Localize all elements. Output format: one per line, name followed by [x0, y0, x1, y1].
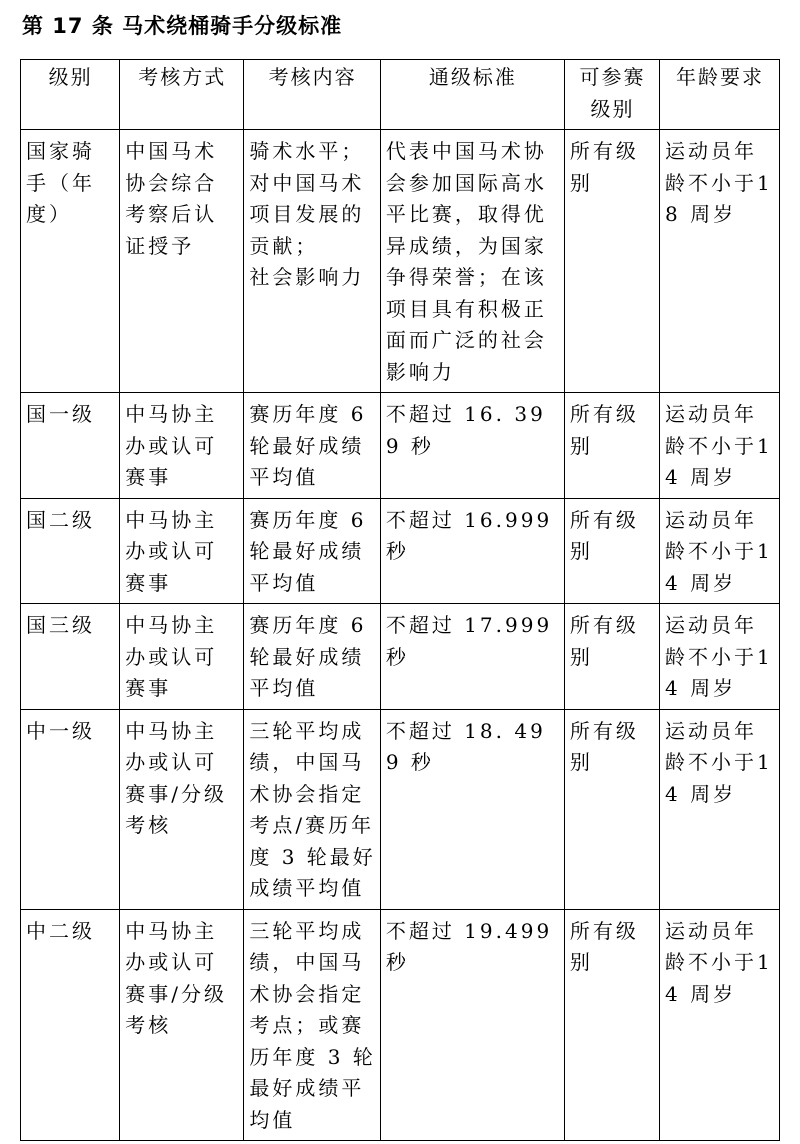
cell-method: 中马协主办或认可赛事	[120, 498, 244, 604]
cell-content: 赛历年度 6 轮最好成绩平均值	[244, 393, 380, 499]
cell-standard: 不超过 16.999 秒	[380, 498, 564, 604]
cell-method: 中国马术协会综合考察后认证授予	[120, 130, 244, 393]
header-method: 考核方式	[120, 60, 244, 130]
table-row	[21, 909, 780, 1141]
cell-eligible: 所有级别	[564, 909, 659, 1141]
cell-eligible: 所有级别	[564, 393, 659, 499]
cell-level: 国家骑手（年度）	[21, 130, 120, 393]
cell-standard: 不超过 16. 399 秒	[380, 393, 564, 499]
cell-method: 中马协主办或认可赛事	[120, 393, 244, 499]
table-header-row	[21, 60, 780, 130]
cell-standard: 不超过 19.499 秒	[380, 909, 564, 1141]
cell-level: 国二级	[21, 498, 120, 604]
cell-method: 中马协主办或认可赛事/分级考核	[120, 709, 244, 909]
cell-standard: 不超过 18. 499 秒	[380, 709, 564, 909]
cell-age: 运动员年龄不小于14 周岁	[660, 393, 780, 499]
cell-level: 中一级	[21, 709, 120, 909]
header-age: 年龄要求	[660, 60, 780, 130]
article-heading: 第 17 条 马术绕桶骑手分级标准	[22, 14, 343, 38]
cell-standard: 不超过 17.999 秒	[380, 604, 564, 710]
header-content: 考核内容	[244, 60, 380, 130]
rider-grading-table	[20, 59, 780, 1141]
table-row	[21, 709, 780, 909]
cell-content: 赛历年度 6 轮最好成绩平均值	[244, 604, 380, 710]
cell-age: 运动员年龄不小于14 周岁	[660, 604, 780, 710]
table-row	[21, 393, 780, 499]
table-row	[21, 604, 780, 710]
cell-age: 运动员年龄不小于14 周岁	[660, 709, 780, 909]
cell-content: 骑术水平； 对中国马术项目发展的贡献； 社会影响力	[244, 130, 380, 393]
cell-standard: 代表中国马术协会参加国际高水平比赛，取得优异成绩，为国家争得荣誉；在该项目具有积极正面而广泛的社会影响力	[380, 130, 564, 393]
cell-eligible: 所有级别	[564, 709, 659, 909]
cell-age: 运动员年龄不小于14 周岁	[660, 909, 780, 1141]
cell-level: 中二级	[21, 909, 120, 1141]
cell-eligible: 所有级别	[564, 604, 659, 710]
header-eligible-level: 可参赛级别	[564, 60, 659, 130]
cell-content: 赛历年度 6 轮最好成绩平均值	[244, 498, 380, 604]
table-row	[21, 498, 780, 604]
cell-eligible: 所有级别	[564, 130, 659, 393]
cell-age: 运动员年龄不小于14 周岁	[660, 498, 780, 604]
cell-age: 运动员年龄不小于18 周岁	[660, 130, 780, 393]
cell-level: 国三级	[21, 604, 120, 710]
cell-eligible: 所有级别	[564, 498, 659, 604]
table-row	[21, 130, 780, 393]
cell-method: 中马协主办或认可赛事	[120, 604, 244, 710]
cell-content: 三轮平均成绩，中国马术协会指定考点/赛历年度 3 轮最好成绩平均值	[244, 709, 380, 909]
header-level: 级别	[21, 60, 120, 130]
cell-level: 国一级	[21, 393, 120, 499]
header-standard: 通级标准	[380, 60, 564, 130]
cell-content: 三轮平均成绩，中国马术协会指定考点；或赛历年度 3 轮最好成绩平均值	[244, 909, 380, 1141]
cell-method: 中马协主办或认可赛事/分级考核	[120, 909, 244, 1141]
